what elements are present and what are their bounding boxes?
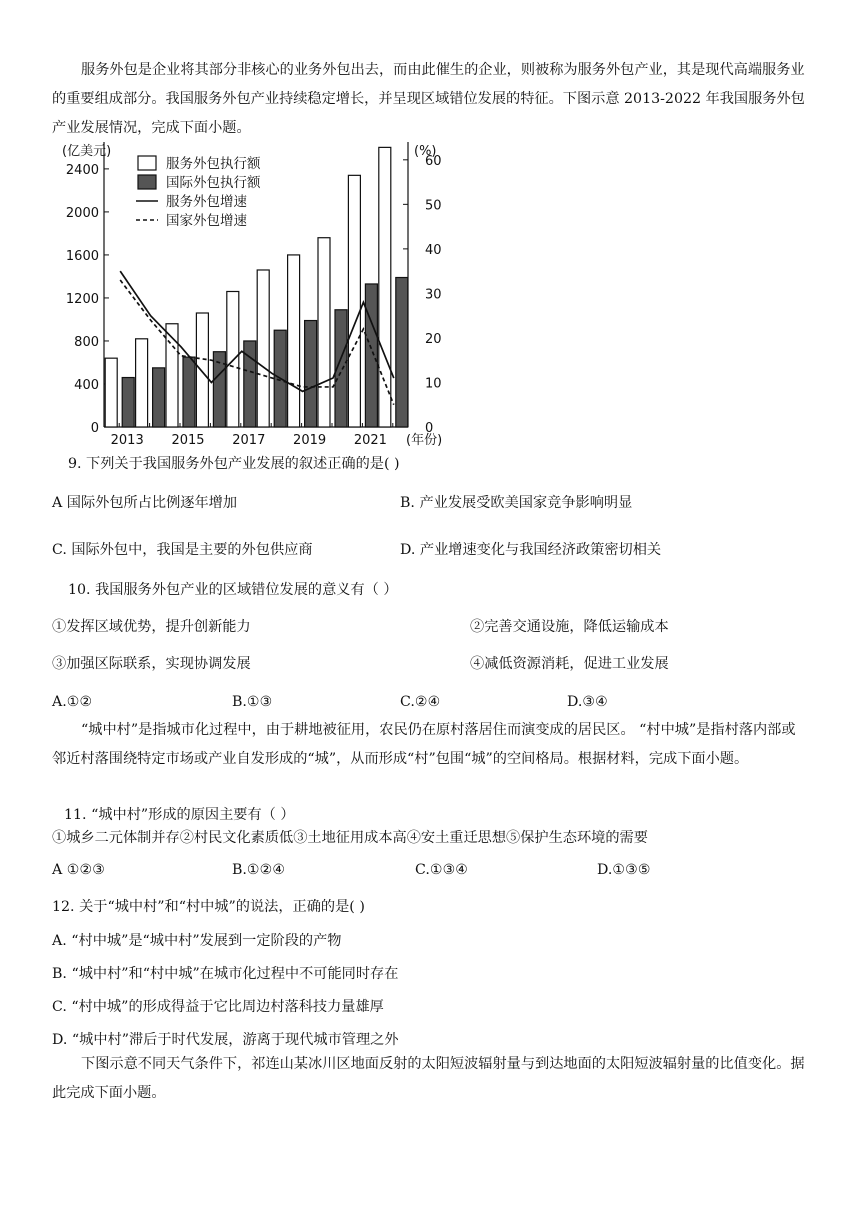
x-tick-label: 2021 [353,433,387,448]
legend-label: 国家外包增速 [166,213,247,229]
y-left-tick-label: 400 [74,377,99,393]
intro-paragraph-2: “城中村”是指城市化过程中，由于耕地被征用，农民仍在原村落居住而演变成的居民区。 “村中城”是指村落内部或邻近村落围绕特定市场或产业自发形成的“城”，从而形成“村”包围“城”的空间格局。根据材料，完成下面小题。 [52,722,796,767]
legend-label: 服务外包增速 [166,194,247,210]
y-left-tick-label: 2400 [65,162,99,178]
q11-statements: ①城乡二元体制并存②村民文化素质低③土地征用成本高④安土重迁思想⑤保护生态环境的需要 [52,830,648,846]
y-left-tick-label: 800 [74,334,99,350]
bar-international-outsourcing [305,321,317,427]
q12-stem: 12. 关于“城中村”和“村中城”的说法，正确的是( ) [52,899,365,915]
y-right-tick-label: 10 [425,376,442,392]
legend-label: 国际外包执行额 [166,175,261,191]
y-right-tick-label: 30 [425,287,442,303]
y-right-axis-title: (%) [414,144,437,159]
q10-option-d[interactable]: D.③④ [567,694,608,710]
intro-paragraph-3: 下图示意不同天气条件下，祁连山某冰川区地面反射的太阳短波辐射量与到达地面的太阳短波辐射量的比值变化。据此完成下面小题。 [52,1056,805,1101]
y-right-tick-label: 0 [425,421,434,436]
q9-stem: 9. 下列关于我国服务外包产业发展的叙述正确的是( ) [68,456,400,472]
legend-label: 服务外包执行额 [166,156,261,172]
q9-option-a[interactable]: A 国际外包所占比例逐年增加 [52,495,238,511]
legend-swatch [138,156,156,170]
q11-option-b[interactable]: B.①②④ [232,862,286,878]
y-left-tick-label: 2000 [65,205,99,221]
y-left-axis-title: (亿美元) [62,144,112,159]
q12-option-d[interactable]: D. “城中村”滞后于时代发展，游离于现代城市管理之外 [52,1032,399,1048]
q9-option-d[interactable]: D. 产业增速变化与我国经济政策密切相关 [400,542,662,558]
bar-international-outsourcing [153,368,165,427]
q10-statement-4: ④减低资源消耗，促进工业发展 [470,656,669,672]
q10-statement-1: ①发挥区域优势，提升创新能力 [52,619,251,635]
bar-service-outsourcing [257,270,269,427]
q12-option-c[interactable]: C. “村中城”的形成得益于它比周边村落科技力量雄厚 [52,999,384,1015]
y-right-tick-label: 60 [425,153,442,169]
q11-option-d[interactable]: D.①③⑤ [597,862,651,878]
y-right-tick-label: 50 [425,198,442,214]
q10-option-c[interactable]: C.②④ [400,694,441,710]
bar-service-outsourcing [227,291,239,427]
bar-international-outsourcing [122,378,134,427]
q9-option-b[interactable]: B. 产业发展受欧美国家竞争影响明显 [400,495,633,511]
x-axis-title: (年份) [406,433,443,448]
bar-international-outsourcing [183,357,195,427]
q10-statement-2: ②完善交通设施，降低运输成本 [470,619,669,635]
x-tick-label: 2019 [293,433,327,448]
q10-stem: 10. 我国服务外包产业的区域错位发展的意义有（ ） [68,582,398,598]
intro-paragraph-1: 服务外包是企业将其部分非核心的业务外包出去，而由此催生的企业，则被称为服务外包产业，其是现代高端服务业的重要组成部分。我国服务外包产业持续稳定增长，并呈现区域错位发展的特征。下图示意 2013-2022 年我国服务外包产业发展情况，完成下面小题。 [52,62,805,136]
q9-option-c[interactable]: C. 国际外包中，我国是主要的外包供应商 [52,542,313,558]
y-right-tick-label: 20 [425,331,442,347]
legend-swatch [138,175,156,189]
q10-option-a[interactable]: A.①② [52,694,93,710]
bar-service-outsourcing [348,175,360,427]
q11-stem: 11. “城中村”形成的原因主要有（ ） [64,807,295,823]
q11-option-a[interactable]: A ①②③ [52,862,105,878]
bar-service-outsourcing [166,324,178,427]
q12-option-b[interactable]: B. “城中村”和“村中城”在城市化过程中不可能同时存在 [52,966,399,982]
bar-service-outsourcing [379,147,391,427]
bar-service-outsourcing [196,313,208,427]
q11-option-c[interactable]: C.①③④ [415,862,469,878]
bar-service-outsourcing [105,358,117,427]
bar-international-outsourcing [365,284,377,427]
q10-option-b[interactable]: B.①③ [232,694,273,710]
y-left-tick-label: 1600 [65,248,99,264]
service-outsourcing-chart [58,134,468,452]
bar-international-outsourcing [396,278,408,427]
chart-legend [136,155,261,229]
bar-service-outsourcing [136,339,148,427]
q10-statement-3: ③加强区际联系，实现协调发展 [52,656,251,672]
y-left-tick-label: 0 [90,421,99,436]
y-right-tick-label: 40 [425,242,442,258]
x-tick-label: 2015 [171,433,205,448]
y-left-tick-label: 1200 [65,291,99,307]
x-tick-label: 2017 [232,433,266,448]
bar-service-outsourcing [288,255,300,427]
x-tick-label: 2013 [110,433,144,448]
bar-service-outsourcing [318,238,330,427]
q12-option-a[interactable]: A. “村中城”是“城中村”发展到一定阶段的产物 [52,933,342,949]
